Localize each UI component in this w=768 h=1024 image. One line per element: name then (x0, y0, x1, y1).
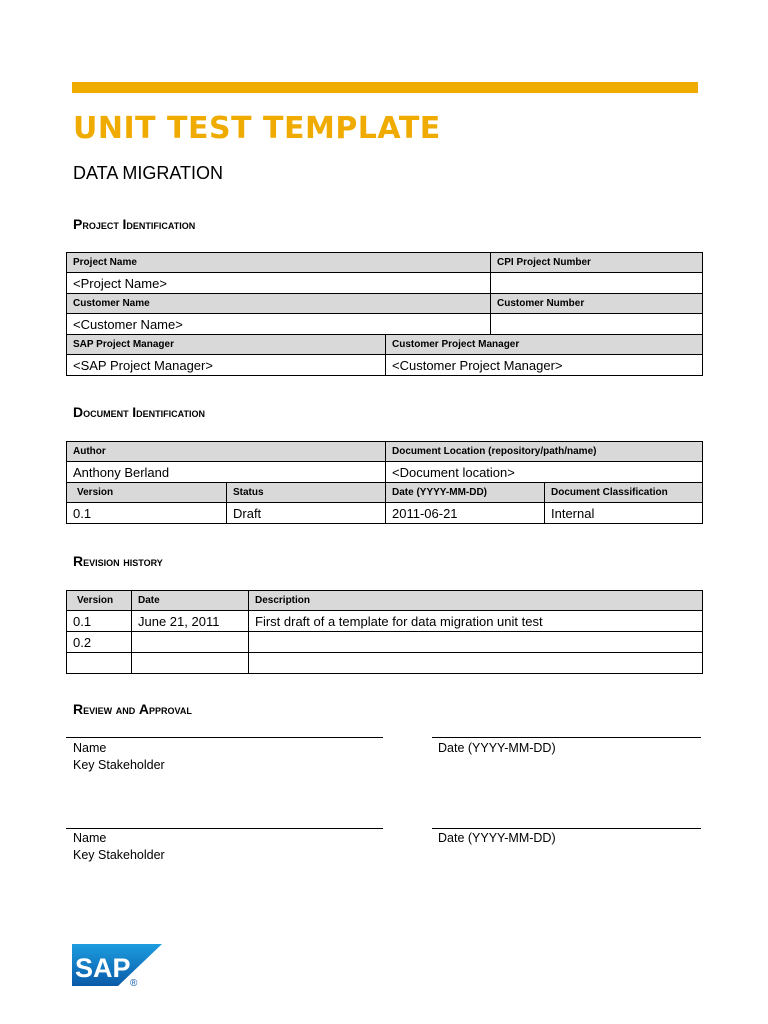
date-line (432, 828, 701, 829)
sap-pm-value[interactable]: <SAP Project Manager> (73, 357, 213, 373)
document-identification-table (66, 441, 703, 524)
table-cell[interactable] (131, 632, 248, 652)
customer-number-label: Customer Number (497, 298, 585, 309)
table-row (67, 631, 702, 652)
date-label: Date (YYYY-MM-DD) (385, 483, 544, 502)
registered-mark: ® (130, 978, 138, 988)
signature-line (66, 828, 383, 829)
document-identification-heading: Document Identification (73, 404, 205, 420)
column-header: Version (77, 595, 114, 606)
project-identification-heading: Project Identification (73, 216, 196, 232)
customer-name-value[interactable]: <Customer Name> (73, 316, 183, 332)
table-cell[interactable] (131, 653, 248, 673)
signature-block (73, 740, 165, 773)
column-header: Description (248, 591, 702, 610)
version-value[interactable]: 0.1 (73, 505, 92, 521)
customer-number-value[interactable] (491, 314, 702, 334)
classification-value[interactable]: Internal (544, 503, 702, 523)
table-row (67, 502, 702, 523)
table-row (67, 253, 702, 272)
customer-name-label: Customer Name (73, 298, 150, 309)
status-label: Status (226, 483, 385, 502)
column-header: Date (131, 591, 248, 610)
location-value[interactable]: <Document location> (385, 462, 702, 482)
table-row (67, 442, 702, 461)
table-row (67, 610, 702, 631)
author-value[interactable]: Anthony Berland (73, 464, 170, 480)
signature-date-label: Date (YYYY-MM-DD) (438, 741, 556, 755)
project-name-label: Project Name (73, 257, 137, 268)
revision-history-heading: Revision history (73, 553, 163, 569)
signer-role: Key Stakeholder (73, 847, 165, 862)
project-name-value[interactable]: <Project Name> (73, 275, 167, 291)
accent-bar (72, 82, 698, 93)
signer-role: Key Stakeholder (73, 757, 165, 772)
signature-block (73, 830, 165, 863)
table-cell[interactable]: 0.2 (73, 634, 92, 650)
signer-name-label: Name (73, 741, 107, 755)
location-label: Document Location (repository/path/name) (385, 442, 702, 461)
sap-logo-text: SAP (75, 953, 131, 983)
table-row (67, 272, 702, 334)
review-approval-heading: Review and Approval (73, 701, 192, 717)
version-label: Version (77, 487, 114, 498)
author-label: Author (73, 446, 106, 457)
table-row (67, 461, 702, 482)
project-identification-table (66, 252, 703, 376)
signature-date-label: Date (YYYY-MM-DD) (438, 831, 556, 845)
customer-pm-label: Customer Project Manager (385, 335, 702, 354)
document-title: UNIT TEST TEMPLATE (73, 111, 441, 146)
cpi-number-value[interactable] (491, 273, 702, 293)
table-row (67, 354, 702, 375)
table-cell[interactable] (248, 653, 702, 673)
table-row (67, 334, 702, 354)
table-cell[interactable]: June 21, 2011 (131, 611, 248, 631)
table-row (67, 482, 702, 502)
classification-label: Document Classification (544, 483, 702, 502)
signature-line (66, 737, 383, 738)
revision-history-table (66, 590, 703, 674)
table-row (67, 652, 702, 673)
cpi-number-label: CPI Project Number (490, 253, 702, 272)
table-row (67, 591, 702, 610)
document-subtitle: DATA MIGRATION (73, 163, 224, 183)
status-value[interactable]: Draft (226, 503, 385, 523)
sap-pm-label: SAP Project Manager (73, 339, 174, 350)
table-cell[interactable] (67, 653, 131, 673)
table-cell[interactable]: 0.1 (73, 613, 92, 629)
signer-name-label: Name (73, 831, 107, 845)
date-line (432, 737, 701, 738)
date-value[interactable]: 2011-06-21 (385, 503, 544, 523)
table-cell[interactable]: First draft of a template for data migration unit test (248, 611, 702, 631)
table-cell[interactable] (248, 632, 702, 652)
sap-logo (72, 944, 162, 988)
customer-pm-value[interactable]: <Customer Project Manager> (385, 355, 702, 375)
